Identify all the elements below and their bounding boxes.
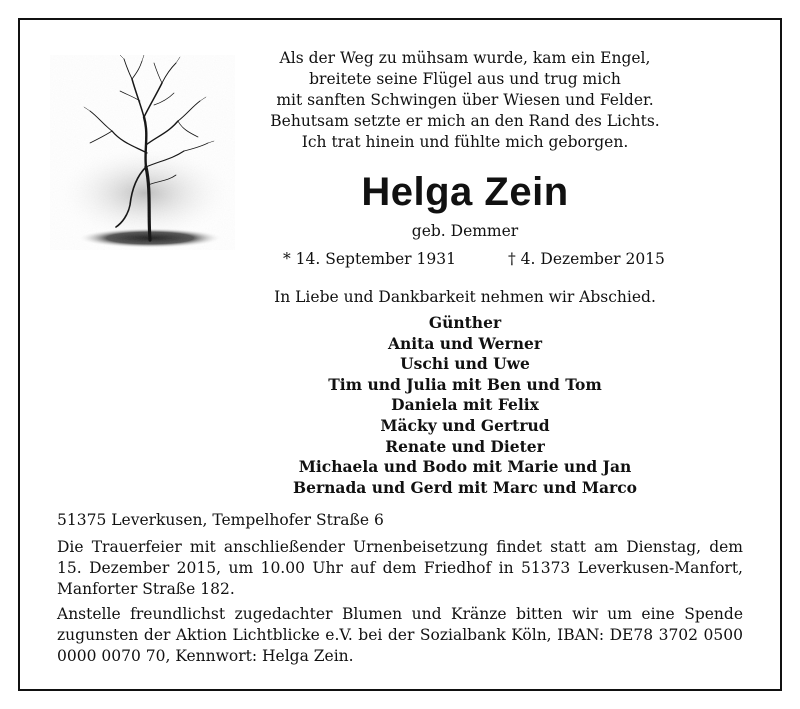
birth-date: * 14. September 1931	[283, 250, 456, 268]
mourner: Tim und Julia mit Ben und Tom	[328, 374, 602, 394]
mourner: Daniela mit Felix	[391, 395, 539, 415]
farewell-line: In Liebe und Dankbarkeit nehmen wir Abschied.	[274, 288, 656, 306]
family-address: 51375 Leverkusen, Tempelhofer Straße 6	[57, 511, 384, 529]
maiden-name: geb. Demmer	[411, 222, 519, 240]
funeral-info: Die Trauerfeier mit anschließender Urnenbeisetzung findet statt am Dienstag, dem 15. Dezember 2015, um 10.00 Uhr auf dem Friedhof in 51373 Leverkusen-Manfort, Manforter Straße 182.	[57, 538, 743, 598]
deceased-name: Helga Zein	[361, 170, 569, 214]
poem-line: Ich trat hinein und fühlte mich geborgen.	[301, 133, 629, 151]
mourner: Anita und Werner	[387, 333, 543, 353]
poem-line: Behutsam setzte er mich an den Rand des Lichts.	[270, 112, 660, 130]
poem-line: mit sanften Schwingen über Wiesen und Felder.	[276, 91, 654, 109]
poem-line: Als der Weg zu mühsam wurde, kam ein Engel,	[279, 49, 651, 67]
mourner: Günther	[428, 313, 502, 332]
poem-line: breitete seine Flügel aus und trug mich	[309, 70, 621, 88]
mourner: Renate und Dieter	[385, 436, 545, 456]
mourner: Michaela und Bodo mit Marie und Jan	[298, 457, 632, 477]
mourner: Mäcky und Gertrud	[380, 415, 550, 435]
mourner: Uschi und Uwe	[400, 354, 530, 374]
tree-icon	[50, 55, 235, 250]
mourners-list	[255, 313, 675, 498]
donation-info: Anstelle freundlichst zugedachter Blumen und Kränze bitten wir um eine Spende zugunsten der Aktion Lichtblicke e.V. bei der Sozialbank Köln, IBAN: DE78 3702 0500 0000 0070 70, Kennwort: Helga Zein.	[57, 605, 743, 665]
death-date: † 4. Dezember 2015	[508, 250, 665, 268]
poem	[255, 48, 675, 153]
mourner: Bernada und Gerd mit Marc und Marco	[293, 477, 637, 497]
